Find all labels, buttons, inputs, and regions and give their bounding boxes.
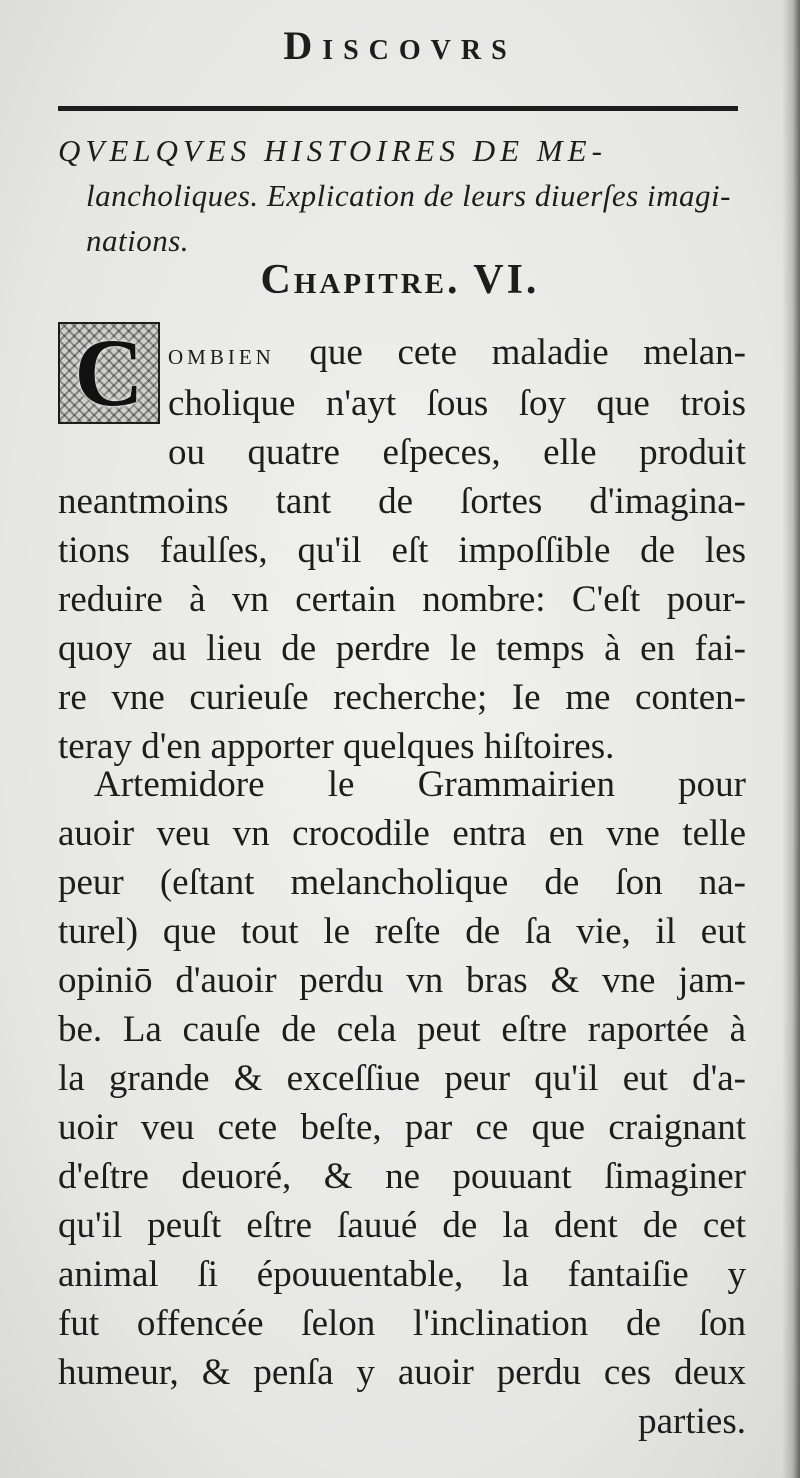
page-gutter-shadow: [782, 0, 800, 1478]
paragraph-1-line-3: ou quatre eſpeces, elle produit: [168, 432, 746, 473]
paragraph-2-line-12: fut offencée ſelon l'inclination de ſon: [58, 1303, 746, 1344]
paragraph-1-line-5: tions faulſes, qu'il eſt impoſſible de les: [58, 530, 746, 571]
paragraph-1-line-1-text: que cete maladie melan-: [274, 332, 746, 373]
paragraph-1-lead-word: ombien: [168, 338, 275, 371]
paragraph-2-line-7: la grande & exceſſiue peur qu'il eut d'a-: [58, 1058, 746, 1099]
header-rule: [58, 106, 738, 111]
paragraph-2-line-8: uoir veu cete beſte, par ce que craignant: [58, 1107, 746, 1148]
catchword: parties.: [638, 1401, 746, 1442]
paragraph-2: [58, 760, 746, 1446]
paragraph-1-line-8: re vne curieuſe recherche; Ie me conten-: [58, 677, 746, 718]
chapter-heading-line-1: QVELQVES HISTOIRES DE ME-: [58, 133, 607, 168]
paragraph-2-line-10: qu'il peuſt eſtre ſauué de la dent de cet: [58, 1205, 746, 1246]
paragraph-2-line-13: humeur, & penſa y auoir perdu ces deux: [58, 1352, 746, 1393]
chapter-label: Chapitre. VI.: [260, 257, 540, 303]
paragraph-2-line-11: animal ſi épouuentable, la fantaiſie y: [58, 1254, 746, 1295]
paragraph-1: [58, 328, 746, 771]
paragraph-1-line-9: teray d'en apporter quelques hiſtoires.: [58, 726, 615, 767]
paragraph-2-line-9: d'eſtre deuoré, & ne pouuant ſimaginer: [58, 1156, 746, 1197]
paragraph-1-line-2: cholique n'ayt ſous ſoy que trois: [168, 383, 746, 424]
paragraph-1-line-7: quoy au lieu de perdre le temps à en fai-: [58, 628, 746, 669]
paragraph-2-line-5: opiniō d'auoir perdu vn bras & vne jam-: [58, 960, 746, 1001]
chapter-heading: [58, 128, 748, 263]
paragraph-2-line-4: turel) que tout le reſte de ſa vie, il eut: [58, 911, 746, 952]
chapter-heading-line-3: nations.: [86, 223, 190, 258]
paragraph-2-line-1: Artemidore le Grammairien pour: [94, 764, 746, 805]
running-head: Discovrs: [283, 23, 517, 68]
paragraph-1-line-4: neantmoins tant de ſortes d'imagina-: [58, 481, 746, 522]
paragraph-1-line-1: [58, 328, 746, 379]
drop-cap-letter: C: [74, 319, 144, 426]
paragraph-2-line-6: be. La cauſe de cela peut eſtre raportée à: [58, 1009, 746, 1050]
paragraph-1-line-6: reduire à vn certain nombre: C'eſt pour-: [58, 579, 746, 620]
chapter-heading-line-2: lancholiques. Explication de leurs diuerſes imagi-: [86, 178, 731, 213]
paragraph-2-line-3: peur (eſtant melancholique de ſon na-: [58, 862, 746, 903]
paragraph-2-line-2: auoir veu vn crocodile entra en vne telle: [58, 813, 746, 854]
